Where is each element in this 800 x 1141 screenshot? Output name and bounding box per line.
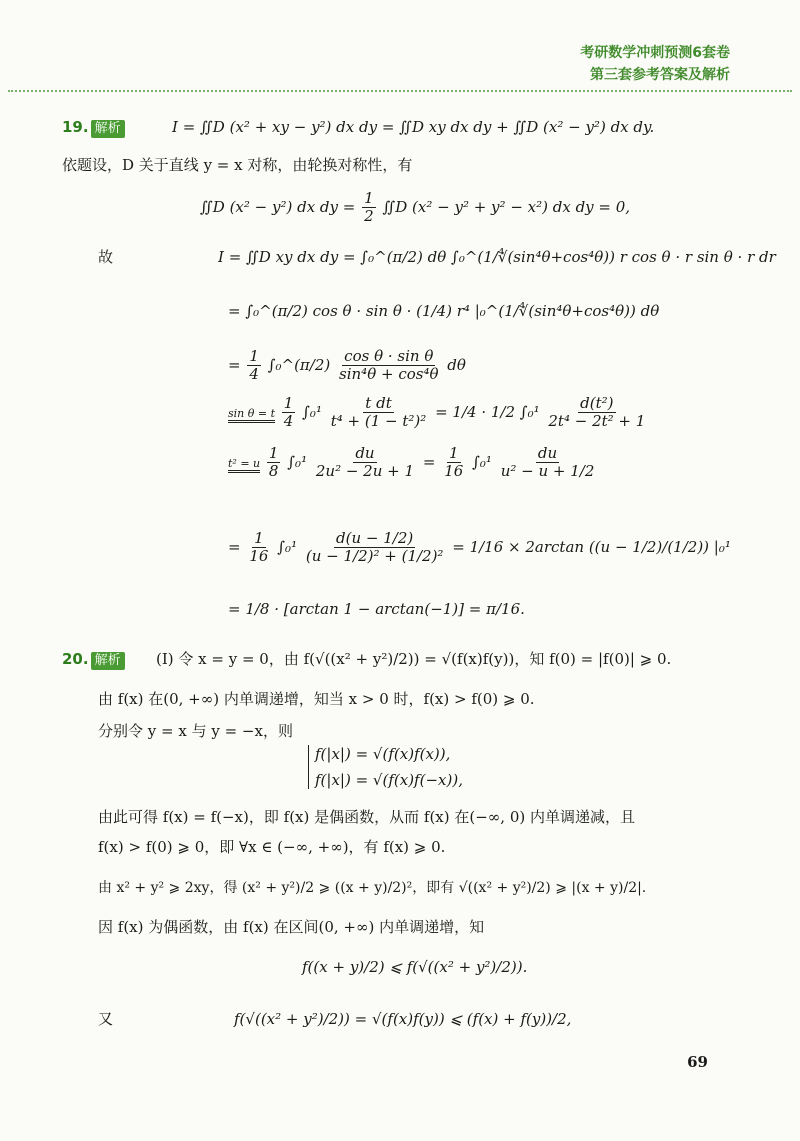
differential: dθ — [447, 355, 466, 374]
arctan-fraction — [304, 530, 446, 566]
frac-num: d(u − 1/2) — [336, 529, 414, 547]
q19-line-3b: ∬D (x² − y² + y² − x²) dx dy = 0, — [382, 197, 631, 216]
sixteenth-fraction — [247, 530, 270, 566]
integral-sign: ∫₀¹ — [472, 452, 492, 471]
dt2-fraction — [546, 395, 647, 431]
trig-fraction — [337, 348, 440, 384]
q19-line-1: I = ∬D (x² + xy − y²) dx dy = ∬D xy dx dy + ∬D (x² − y²) dx dy. — [172, 118, 655, 136]
quarter-fraction — [247, 348, 261, 384]
q19-number: 19. — [62, 118, 89, 136]
q20-system — [308, 745, 463, 789]
q20-badge: 解析 — [91, 652, 125, 670]
frac-den: 2t⁴ − 2t² + 1 — [548, 412, 646, 431]
frac-den: 16 — [444, 462, 464, 481]
q19-line-9: = $\frac{1}{16}$ ∫₀¹ $\frac{d(u - 1/2)}{\text{(u − 1/2)² + (1/2)²}}$ = 1/16 × 2arctan ((u − 1/2)/(1/2)) |₀¹ — [228, 529, 731, 566]
q20-line-2: 由 f(x) 在(0, +∞) 内单调递增，知当 x > 0 时，f(x) > f(0) ⩾ 0. — [98, 690, 535, 708]
eq-sign: = — [422, 452, 436, 471]
frac-den: 16 — [249, 547, 269, 566]
quarter-fraction — [282, 395, 296, 431]
q20-line-9: f(√((x² + y²)/2)) = √(f(x)f(y)) ⩽ (f(x) + f(y))/2, — [234, 1010, 572, 1028]
q20-line-7: 因 f(x) 为偶函数，由 f(x) 在区间(0, +∞) 内单调递增，知 — [98, 918, 485, 936]
frac-den: 2u² − 2u + 1 — [315, 462, 415, 481]
frac-den: 4 — [283, 412, 294, 431]
frac-num: 1 — [249, 347, 259, 365]
frac-num: 1 — [364, 189, 374, 207]
frac-num: 1 — [283, 394, 294, 412]
system-eq-2: f(|x|) = √(f(x)f(−x)), — [315, 771, 463, 789]
header-divider — [8, 90, 792, 92]
header-book-title: 考研数学冲刺预测6套卷 — [580, 45, 730, 61]
q19-heading — [62, 118, 125, 138]
q20-heading — [62, 650, 125, 670]
mid-expression: = 1/4 · 1/2 ∫₀¹ — [435, 402, 540, 421]
frac-num: t dt — [365, 394, 392, 412]
du-fraction-2 — [499, 445, 597, 481]
frac-num: cos θ · sin θ — [344, 347, 434, 365]
integral-sign: ∫₀¹ — [277, 537, 298, 556]
integral-bounds: ∫₀^(π/2) — [267, 355, 331, 374]
q19-line-2: 依题设，D 关于直线 y = x 对称，由轮换对称性，有 — [62, 156, 413, 174]
q19-line-6 — [228, 348, 466, 384]
page-number: 69 — [687, 1053, 708, 1071]
q19-line-4: I = ∬D xy dx dy = ∫₀^(π/2) dθ ∫₀^(1/∜(sin⁴θ+cos⁴θ)) r cos θ · r sin θ · r dr — [218, 248, 776, 266]
integral-sign: ∫₀¹ — [302, 402, 322, 421]
q20-line-8: f((x + y)/2) ⩽ f(√((x² + y²)/2)). — [302, 958, 528, 976]
q19-line-10: = 1/8 · [arctan 1 − arctan(−1)] = π/16. — [228, 600, 525, 618]
system-eq-1: f(|x|) = √(f(x)f(x)), — [315, 745, 451, 763]
frac-den: 2 — [364, 207, 374, 226]
q20-line-1: (Ⅰ) 令 x = y = 0，由 f(√((x² + y²)/2)) = √(f(x)f(y))，知 f(0) = |f(0)| ⩾ 0. — [156, 650, 672, 668]
q20-line-3: 分别令 y = x 与 y = −x，则 — [98, 722, 293, 740]
frac-den: u² − u + 1/2 — [500, 462, 595, 481]
du-fraction — [314, 445, 416, 481]
q20-number: 20. — [62, 650, 89, 668]
q19-line-3 — [200, 190, 630, 226]
eighth-fraction — [267, 445, 281, 481]
frac-den: t⁴ + (1 − t²)² — [330, 412, 427, 431]
frac-num: 1 — [268, 444, 279, 462]
q19-line-3a: ∬D (x² − y²) dx dy = — [200, 197, 356, 216]
arctan-result: = 1/16 × 2arctan ((u − 1/2)/(1/2)) |₀¹ — [452, 537, 731, 556]
sixteenth-fraction — [442, 445, 465, 481]
frac-den: 8 — [268, 462, 279, 481]
substitution-label: sin θ = t — [228, 407, 275, 423]
q20-also: 又 — [98, 1010, 114, 1028]
frac-num: 1 — [254, 529, 264, 547]
q19-line-7 — [228, 395, 649, 431]
q19-badge: 解析 — [91, 120, 125, 138]
q20-line-5: f(x) > f(0) ⩾ 0，即 ∀x ∈ (−∞, +∞)，有 f(x) ⩾ 0. — [98, 838, 446, 856]
integral-sign: ∫₀¹ — [287, 452, 308, 471]
frac-num: d(t²) — [580, 394, 614, 412]
q19-line-8 — [228, 445, 598, 481]
frac-num: du — [355, 444, 375, 462]
frac-num: du — [537, 444, 558, 462]
half-fraction — [362, 190, 376, 226]
t-fraction — [329, 395, 429, 431]
frac-den: sin⁴θ + cos⁴θ — [339, 365, 439, 384]
q19-line-5: = ∫₀^(π/2) cos θ · sin θ · (1/4) r⁴ |₀^(1/∜(sin⁴θ+cos⁴θ)) dθ — [228, 302, 660, 320]
frac-den: (u − 1/2)² + (1/2)² — [305, 547, 444, 566]
q20-line-4: 由此可得 f(x) = f(−x)，即 f(x) 是偶函数，从而 f(x) 在(−∞, 0) 内单调递减，且 — [98, 808, 635, 826]
substitution-label: t² = u — [228, 457, 260, 473]
q20-line-6: 由 x² + y² ⩾ 2xy，得 (x² + y²)/2 ⩾ ((x + y)/2)²，即有 √((x² + y²)/2) ⩾ |(x + y)/2|. — [98, 880, 647, 896]
frac-num: 1 — [448, 444, 459, 462]
eq-sign: = — [228, 355, 241, 374]
q19-therefore: 故 — [98, 248, 114, 266]
header-section-title: 第三套参考答案及解析 — [590, 67, 730, 83]
frac-den: 4 — [249, 365, 259, 384]
